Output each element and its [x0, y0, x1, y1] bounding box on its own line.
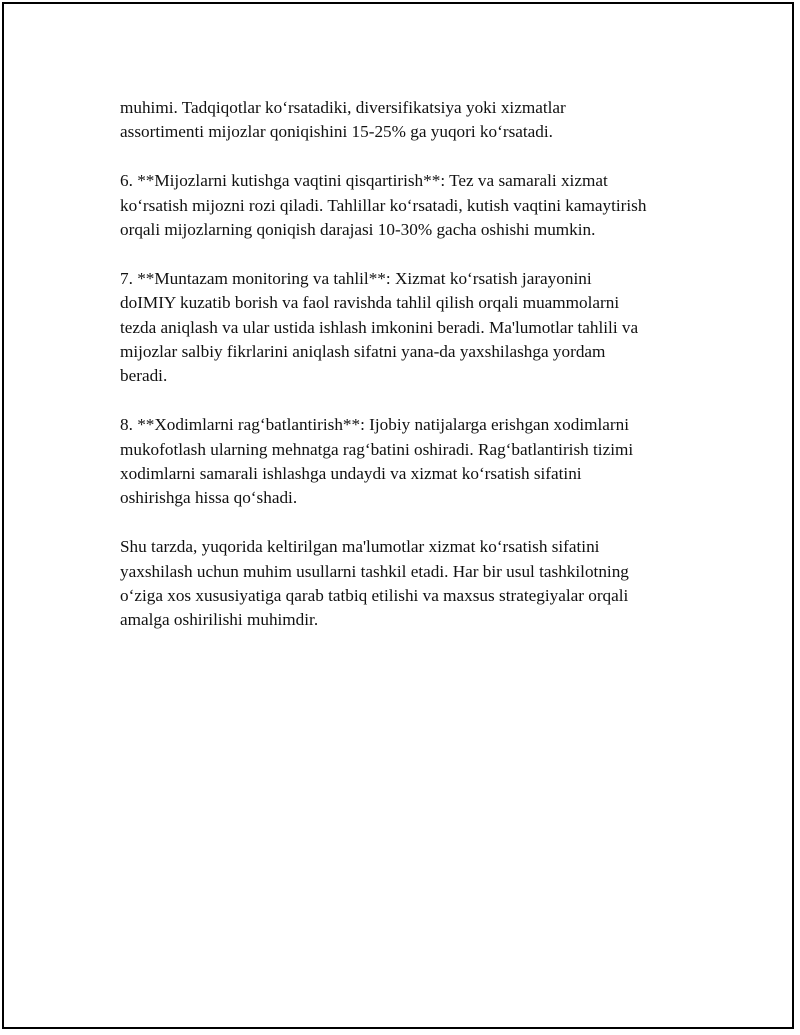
- paragraph-item-8: [120, 413, 700, 511]
- document-body: [120, 96, 700, 657]
- text-line: beradi.: [120, 366, 168, 386]
- text-line: xodimlarni samarali ishlashga undaydi va xizmat ko‘rsatish sifatini: [120, 464, 582, 484]
- text-line: orqali mijozlarning qoniqish darajasi 10-30% gacha oshishi mumkin.: [120, 220, 596, 240]
- paragraph-item-6: [120, 169, 700, 242]
- text-line: mijozlar salbiy fikrlarini aniqlash sifatni yana-da yaxshilashga yordam: [120, 342, 606, 362]
- text-line: ko‘rsatish mijozni rozi qiladi. Tahlillar ko‘rsatadi, kutish vaqtini kamaytirish: [120, 195, 647, 215]
- text-line: 8. **Xodimlarni rag‘batlantirish**: Ijobiy natijalarga erishgan xodimlarni: [120, 415, 629, 435]
- text-line: 7. **Muntazam monitoring va tahlil**: Xizmat ko‘rsatish jarayonini: [120, 268, 592, 288]
- paragraph-conclusion: [120, 535, 700, 633]
- paragraph-diversification: [120, 96, 700, 145]
- text-line: mukofotlash ularning mehnatga rag‘batini oshiradi. Rag‘batlantirish tizimi: [120, 439, 634, 459]
- text-line: oshirishga hissa qo‘shadi.: [120, 488, 298, 508]
- text-line: Shu tarzda, yuqorida keltirilgan ma'lumotlar xizmat ko‘rsatish sifatini: [120, 537, 600, 557]
- text-line: doIMIY kuzatib borish va faol ravishda tahlil qilish orqali muammolarni: [120, 293, 620, 313]
- text-line: tezda aniqlash va ular ustida ishlash imkonini beradi. Ma'lumotlar tahlili va: [120, 317, 639, 337]
- paragraph-item-7: [120, 267, 700, 389]
- text-line: muhimi. Tadqiqotlar ko‘rsatadiki, diversifikatsiya yoki xizmatlar: [120, 98, 566, 117]
- page-frame: [2, 2, 794, 1029]
- text-line: yaxshilash uchun muhim usullarni tashkil etadi. Har bir usul tashkilotning: [120, 561, 629, 581]
- text-line: 6. **Mijozlarni kutishga vaqtini qisqartirish**: Tez va samarali xizmat: [120, 171, 608, 191]
- text-line: o‘ziga xos xususiyatiga qarab tatbiq etilishi va maxsus strategiyalar orqali: [120, 586, 629, 606]
- text-line: amalga oshirilishi muhimdir.: [120, 610, 319, 630]
- text-line: assortimenti mijozlar qoniqishini 15-25% ga yuqori ko‘rsatadi.: [120, 122, 553, 142]
